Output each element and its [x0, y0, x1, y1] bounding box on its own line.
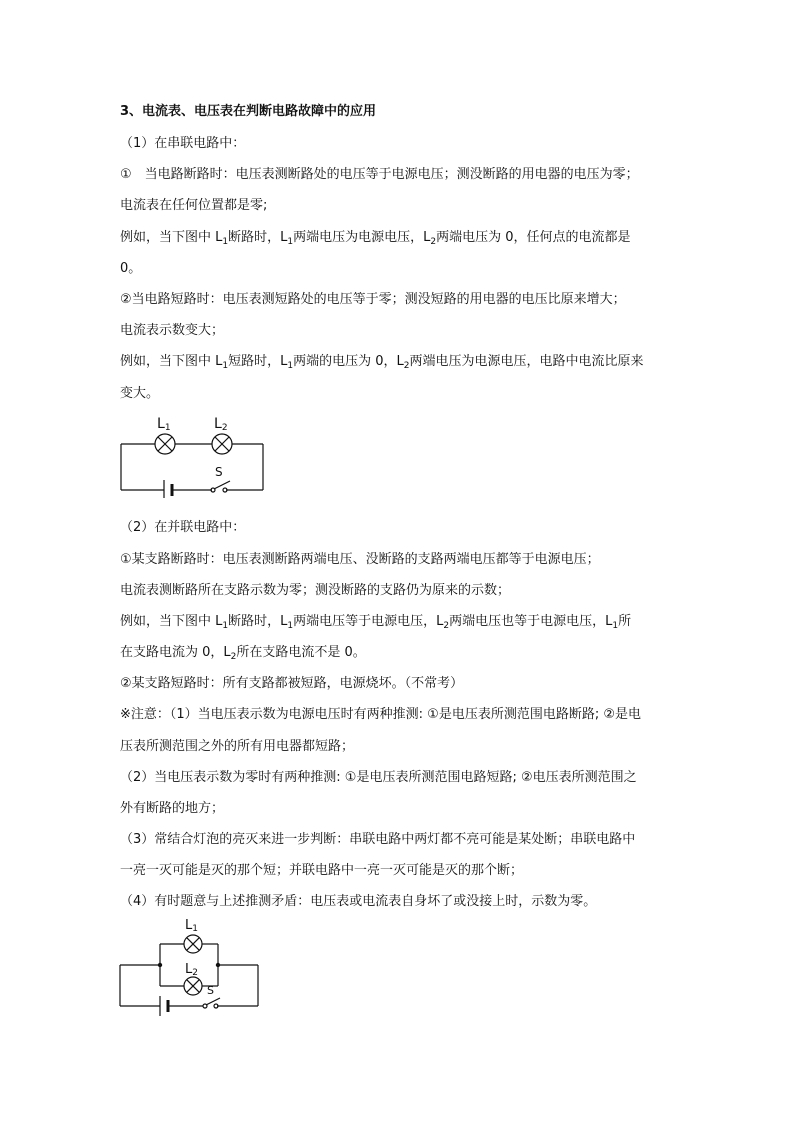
- series-heading: （1）在串联电路中：: [120, 136, 246, 151]
- note-2-line2: 外有断路的地方；: [120, 801, 225, 816]
- switch-label: S: [215, 465, 223, 479]
- junction-dot-right-icon: [216, 963, 220, 967]
- switch-icon: [211, 481, 230, 492]
- note-1-line2: 压表所测范围之外的所有用电器都短路；: [120, 739, 355, 754]
- junction-dot-left-icon: [158, 963, 162, 967]
- series-open-line1: ① 当电路断路时：电压表测断路处的电压等于电源电压；测没断路的用电器的电压为零；: [120, 167, 639, 182]
- lamp-l1-icon: [155, 434, 175, 454]
- note-4-line1: （4）有时题意与上述推测矛盾：电压表或电流表自身坏了或没接上时，示数为零。: [120, 894, 597, 909]
- parallel-open-line2: 电流表测断路所在支路示数为零；测没断路的支路仍为原来的示数；: [120, 583, 511, 598]
- switch-label: S: [207, 984, 214, 997]
- lamp-l1-label: L1: [157, 416, 171, 433]
- parallel-open-example-line2: 在支路电流为 0，$L_2$所在支路电流不是 0。: [120, 645, 366, 662]
- note-2-line1: （2）当电压表示数为零时有两种推测: ①是电压表所测范围电路短路; ②电压表所测范围之: [120, 770, 637, 785]
- lamp-l2-icon: [184, 977, 202, 995]
- lamp-l1-label: L1: [185, 918, 198, 934]
- battery-icon: [164, 480, 172, 498]
- note-3-line1: （3）常结合灯泡的亮灭来进一步判断：串联电路中两灯都不亮可能是某处断；串联电路中: [120, 832, 636, 847]
- series-short-example: 例如，当下图中 $L_1$短路时，$L_1$两端的电压为 0，$L_2$两端电压为电源电压，电路中电流比原来: [120, 354, 644, 371]
- series-open-line2: 电流表在任何位置都是零;: [120, 198, 268, 213]
- parallel-open-line1: ①某支路断路时：电压表测断路两端电压、没断路的支路两端电压都等于电源电压；: [120, 552, 600, 567]
- switch-icon: [203, 998, 220, 1008]
- parallel-short-line1: ②某支路短路时：所有支路都被短路，电源烧坏。（不常考）: [120, 676, 464, 691]
- battery-icon: [160, 996, 168, 1016]
- series-short-line2: 电流表示数变大；: [120, 323, 225, 338]
- series-short-example-line2: 变大。: [120, 386, 160, 401]
- parallel-open-example: 例如，当下图中 $L_1$断路时，$L_1$两端电压等于电源电压，$L_2$两端电压也等于电源电压，$L_1$所: [120, 614, 632, 631]
- note-3-line2: 一亮一灭可能是灭的那个短；并联电路中一亮一灭可能是灭的那个断；: [120, 863, 524, 878]
- section-title: 3、电流表、电压表在判断电路故障中的应用: [120, 104, 377, 119]
- series-open-example: 例如，当下图中 $L_1$断路时，$L_1$两端电压为电源电压，$L_2$两端电压为 0，任何点的电流都是: [120, 230, 631, 247]
- parallel-heading: （2）在并联电路中：: [120, 520, 246, 535]
- lamp-l1-icon: [184, 935, 202, 953]
- series-open-example-line2: 0。: [120, 261, 142, 276]
- series-short-line1: ②当电路短路时：电压表测短路处的电压等于零；测没短路的用电器的电压比原来增大；: [120, 292, 626, 307]
- lamp-l2-label: L2: [214, 416, 228, 433]
- lamp-l2-label: L2: [185, 962, 198, 978]
- lamp-l2-icon: [212, 434, 232, 454]
- parallel-circuit-diagram: [112, 912, 272, 1022]
- note-1-line1: ※注意：（1）当电压表示数为电源电压时有两种推测: ①是电压表所测范围电路断路; ②是电: [120, 707, 641, 722]
- series-circuit-diagram: [112, 410, 272, 498]
